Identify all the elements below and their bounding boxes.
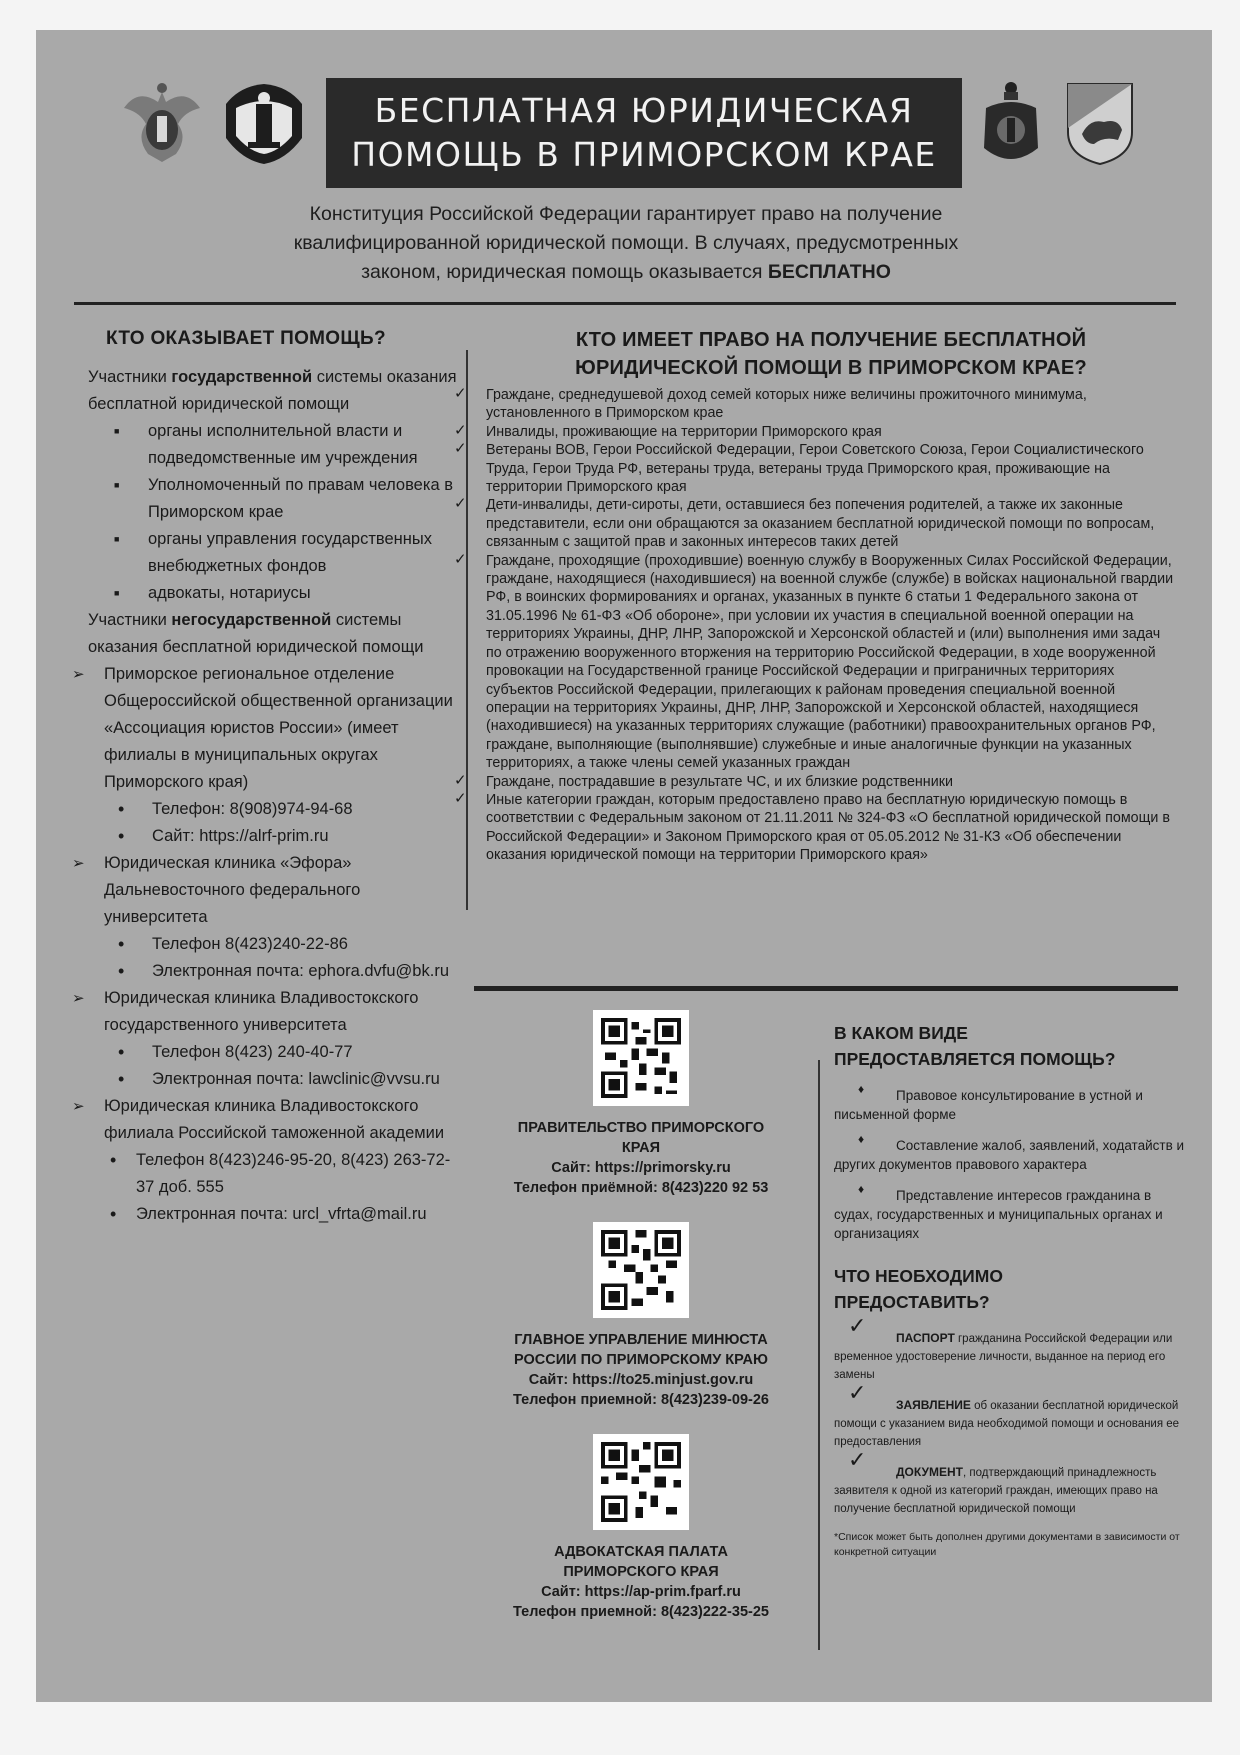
contact-phone[interactable]: Телефон приемной: 8(423)222-35-25 [513,1604,769,1620]
checkmark-icon: ✓ [848,1380,867,1405]
required-doc-item [834,1447,1192,1518]
list-item [834,1132,1192,1174]
intro-text-part: законом, юридическая помощь оказывается [361,261,768,283]
providers-heading: КТО ОКАЗЫВАЕТ ПОМОЩЬ? [106,328,386,349]
divider [474,986,1178,991]
eligibility-list [486,386,1176,865]
doc-description: гражданина Российской Федерации или временное удостоверение личности, выданное на период его замены [834,1333,1173,1381]
contact-site[interactable]: Сайт: https://to25.minjust.gov.ru [528,1372,754,1388]
contact-org-name [476,1118,806,1158]
contact-block [476,1434,806,1622]
divider [74,302,1176,305]
page-title [326,78,962,188]
list-item: ✓ Граждане, пострадавшие в результате ЧС, и их близкие родственники [486,773,1176,791]
header [36,78,1212,218]
divider [818,1060,820,1650]
heading-line: В КАКОМ ВИДЕ [834,1023,968,1043]
checkmark-icon: ✓ [848,1313,867,1338]
contact-block [476,1222,806,1410]
org-name-line: АДВОКАТСКАЯ ПАЛАТА [554,1544,728,1560]
qr-code-icon[interactable] [593,1434,689,1530]
org-item: ➢ Юридическая клиника Владивостокского государственного университета [78,985,458,1039]
required-doc-item [834,1380,1192,1451]
nongov-bold: негосударственной [171,611,332,629]
providers-section [78,328,458,1228]
nongov-system-intro [88,607,458,661]
gov-bold: государственной [171,368,313,386]
title-line-1: БЕСПЛАТНАЯ ЮРИДИЧЕСКАЯ [374,91,914,130]
list-item: ■ органы исполнительной власти и подведомственные им учреждения [148,418,458,472]
phone-contact: • Телефон 8(423) 240-40-77 [152,1039,458,1066]
footnote: *Список может быть дополнен другими документами в зависимости от конкретной ситуации [834,1531,1180,1558]
doc-description: об оказании бесплатной юридической помощи с указанием вида необходимой помощи и основания ее предоставления [834,1400,1180,1448]
email-contact: • Электронная почта: lawclinic@vvsu.ru [152,1066,458,1093]
diamond-bullet-icon: ♦ [858,1082,865,1096]
nongov-suffix: системы оказания бесплатной юридической помощи [88,611,424,656]
email-contact: • Электронная почта: urcl_vfrta@mail.ru [136,1201,458,1228]
heading-line: ЧТО НЕОБХОДИМО [834,1266,1003,1286]
required-doc-item [834,1313,1192,1384]
nongov-prefix: Участники [88,611,172,629]
list-item: ✓ Дети-инвалиды, дети-сироты, дети, оставшиеся без попечения родителей, а также их законные представители, если они обращаются за оказанием бесплатной юридической помощи по вопросам, связанным с защитой прав и законных интересов таких детей [486,496,1176,551]
eligibility-section [486,326,1176,865]
site-contact: • Сайт: https://alrf-prim.ru [152,823,458,850]
phone-contact: • Телефон 8(423)246-95-20, 8(423) 263-72-37 доб. 555 [136,1147,458,1201]
contacts-section [476,1010,806,1646]
help-forms-heading [834,1020,1192,1072]
org-name-line: ПРИМОРСКОГО КРАЯ [563,1564,719,1580]
list-item: ✓ Иные категории граждан, которым предоставлено право на бесплатную юридическую помощь в соответствии с Федеральным законом от 21.11.2011 № 324-ФЗ «О бесплатной юридической помощи в Российской Федерации» и Законом Приморского края от 05.05.2012 № 31-КЗ «Об обеспечении оказания юридической помощи на территории Приморского края» [486,791,1176,865]
eligibility-heading-line: КТО ИМЕЕТ ПРАВО НА ПОЛУЧЕНИЕ БЕСПЛАТНОЙ [575,329,1087,351]
contact-phone[interactable]: Телефон приемной: 8(423)239-09-26 [513,1392,769,1408]
org-item: ➢ Юридическая клиника «Эфора» Дальневосточного федерального университета [78,850,458,931]
doc-name: ПАСПОРТ [896,1331,955,1345]
phone-contact: • Телефон: 8(908)974-94-68 [152,796,458,823]
heading-line: ПРЕДОСТАВЛЯЕТСЯ ПОМОЩЬ? [834,1049,1116,1069]
list-item: ■ органы управления государственных внебюджетных фондов [148,526,458,580]
primorsky-coat-of-arms-icon [1064,78,1136,166]
org-contacts [152,931,458,985]
intro-free-emphasis: БЕСПЛАТНО [767,261,891,283]
org-item: ➢ Приморское региональное отделение Общероссийской общественной организации «Ассоциация юристов России» (имеет филиалы в муниципальных округах Приморского края) [78,661,458,796]
heading-line: ПРЕДОСТАВИТЬ? [834,1292,990,1312]
qr-code-icon[interactable] [593,1010,689,1106]
contact-org-name [476,1542,806,1582]
list-item [834,1082,1192,1124]
contact-phone[interactable]: Телефон приёмной: 8(423)220 92 53 [513,1180,769,1196]
list-item: ✓ Граждане, среднедушевой доход семей которых ниже величины прожиточного минимума, установленного в Приморском крае [486,386,1176,423]
intro-line [186,258,1066,287]
list-item: ✓ Граждане, проходящие (проходившие) военную службу в Вооруженных Силах Российской Федерации, граждане, находящиеся (находившиеся) на военной службе (службе) в войсках национальной гвардии РФ, в воинских формированиях и органах, указанных в пункте 6 статьи 1 Федерального закона от 31.05.1996 № 61-ФЗ «Об обороне», при условии их участия в специальной военной операции на территориях Украины, ДНР, ЛНР, Запорожской и Херсонской областей и (или) выполнения ими задач по отражению вооруженного вторжения на территорию Российской Федерации, в ходе вооруженной провокации на Государственной границе Российской Федерации и приграничных территориях субъектов Российской Федерации, прилегающих к районам проведения специальной военной операции на территориях Украины, ДНР, ЛНР, Запорожской и Херсонской областей, находящиеся (находившиеся) на указанных территориях служащие (работники) правоохранительных органов РФ, граждане, выполняющие (выполнявшие) служебные и иные аналогичные функции на указанных территориях, а также члены семей указанных граждан [486,552,1176,773]
contact-org-name [476,1330,806,1370]
list-item-text: Составление жалоб, заявлений, ходатайств и других документов правового характера [834,1138,1185,1172]
doc-name: ЗАЯВЛЕНИЕ [896,1398,971,1412]
diamond-bullet-icon: ♦ [858,1132,865,1146]
notary-chamber-emblem-icon [976,78,1046,166]
email-contact: • Электронная почта: ephora.dvfu@bk.ru [152,958,458,985]
doc-name: ДОКУМЕНТ [896,1465,963,1479]
list-item: ✓ Инвалиды, проживающие на территории Приморского края [486,423,1176,441]
flyer-sheet [36,30,1212,1702]
org-name-line: ГЛАВНОЕ УПРАВЛЕНИЕ МИНЮСТА [514,1332,768,1348]
intro-line: Конституция Российской Федерации гарантирует право на получение [309,203,943,225]
gov-prefix: Участники [88,368,172,386]
contact-site[interactable]: Сайт: https://primorsky.ru [551,1160,731,1176]
qr-code-icon[interactable] [593,1222,689,1318]
org-name-line: КРАЯ [621,1140,661,1156]
gov-system-intro [88,364,458,418]
intro-line: квалифицированной юридической помощи. В случаях, предусмотренных [293,232,959,254]
ministry-emblem-icon [118,78,206,166]
org-item: ➢ Юридическая клиника Владивостокского филиала Российской таможенной академии [78,1093,458,1147]
gov-participants-list [148,418,458,607]
list-item-text: Представление интересов гражданина в судах, государственных и муниципальных органах и организациях [834,1188,1163,1241]
phone-contact: • Телефон 8(423)240-22-86 [152,931,458,958]
org-name-line: ПРАВИТЕЛЬСТВО ПРИМОРСКОГО [517,1120,765,1136]
title-line-2: ПОМОЩЬ В ПРИМОРСКОМ КРАЕ [351,135,937,174]
org-name-line: РОССИИ ПО ПРИМОРСКОМУ КРАЮ [514,1352,768,1368]
org-contacts [152,796,458,850]
eligibility-heading-line: ЮРИДИЧЕСКОЙ ПОМОЩИ В ПРИМОРСКОМ КРАЕ? [575,357,1087,379]
contact-block [476,1010,806,1198]
diamond-bullet-icon: ♦ [858,1182,865,1196]
eligibility-heading [486,326,1176,382]
bar-association-emblem-icon [216,78,312,166]
list-item-text: Правовое консультирование в устной и письменной форме [834,1088,1143,1122]
doc-description: , подтверждающий принадлежность заявителя к одной из категорий граждан, имеющих право на получение бесплатной юридической помощи [834,1467,1158,1515]
org-contacts [136,1147,458,1228]
required-docs-heading [834,1263,1192,1315]
list-item: ■ Уполномоченный по правам человека в Приморском крае [148,472,458,526]
gov-suffix: системы оказания бесплатной юридической помощи [88,368,457,413]
help-forms-section [834,1020,1192,1560]
contact-site[interactable]: Сайт: https://ap-prim.fparf.ru [541,1584,741,1600]
org-contacts [152,1039,458,1093]
list-item: ■ адвокаты, нотариусы [148,580,458,607]
intro-text [186,200,1066,287]
list-item: ✓ Ветераны ВОВ, Герои Российской Федерации, Герои Советского Союза, Герои Социалистического Труда, Герои Труда РФ, ветераны труда, ветераны труда Приморского края, проживающие на территории Приморского края [486,441,1176,496]
list-item [834,1182,1192,1243]
checkmark-icon: ✓ [848,1447,867,1472]
